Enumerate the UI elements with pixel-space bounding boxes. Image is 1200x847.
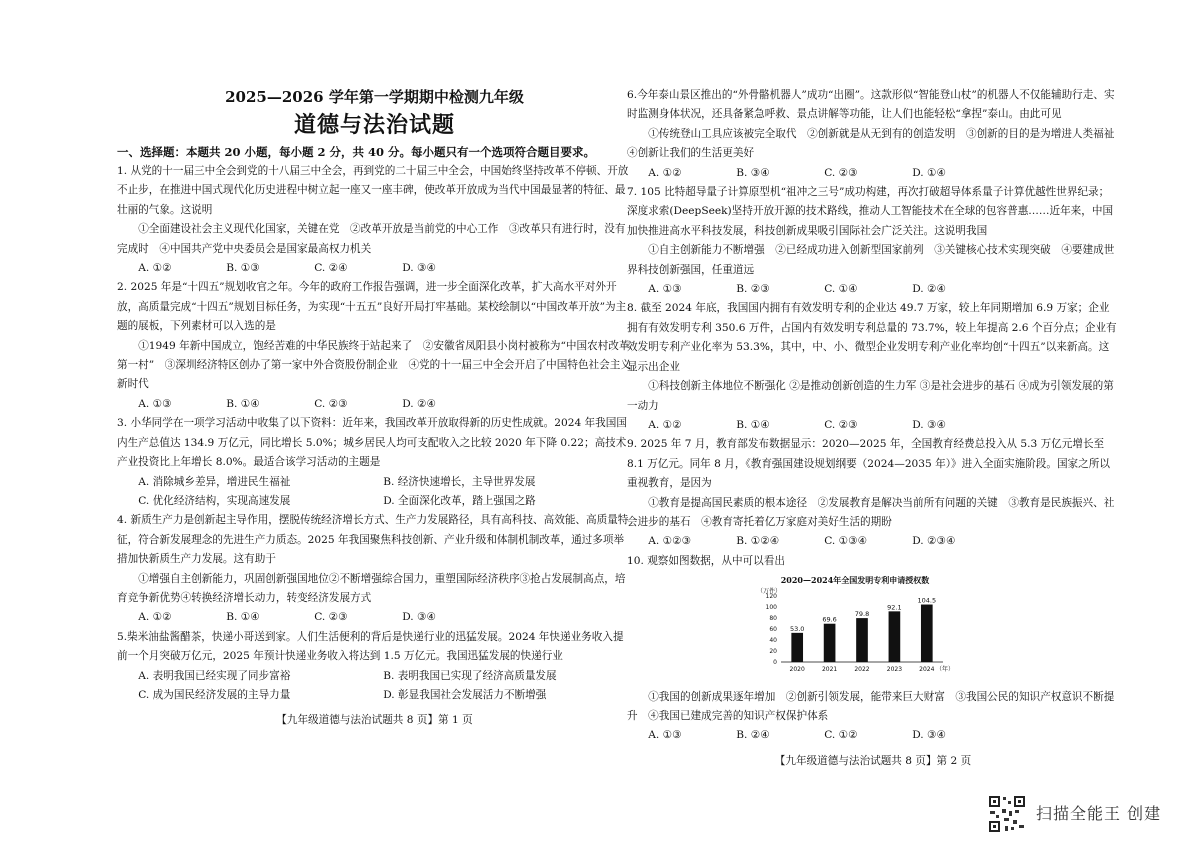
y-axis-label: （万件） — [757, 588, 782, 596]
option-a: A. ①② — [138, 262, 172, 275]
bar — [856, 618, 868, 662]
option-b: B. 经济快速增长，主导世界发展 — [383, 475, 536, 488]
question-stem: 8. 截至 2024 年底，我国国内拥有有效发明专利的企业达 49.7 万家，较上年同期增加 6.9 万家；企业拥有有效发明专利 350.6 万件，占国内有效发明专利总量的 73.7%，较上年提高 2.6 个百分点；企业有效发明专利产业化率为 53.3%，其中，中、小、微型企业发明专利产业化率均创“十四五”以来新高。这显示出企业 — [627, 302, 1117, 373]
answer-options — [627, 164, 1119, 183]
question-1 — [117, 162, 632, 278]
x-axis-label: （年） — [935, 666, 954, 674]
option-d: D. ②③④ — [912, 535, 956, 548]
option-d: D. ③④ — [912, 729, 947, 742]
option-d: D. ①④ — [912, 166, 947, 179]
option-c: C. ②④ — [314, 262, 348, 275]
option-b: B. ①③ — [226, 262, 260, 275]
option-a: A. ①② — [138, 611, 172, 624]
option-d: D. 彰显我国社会发展活力不断增强 — [383, 688, 547, 701]
bar — [921, 605, 933, 662]
question-stem: 10. 观察如图数据，从中可以看出 — [627, 554, 785, 567]
question-8 — [627, 299, 1119, 435]
answer-options — [117, 259, 632, 278]
x-tick-label: 2021 — [821, 666, 838, 674]
question-9 — [627, 435, 1119, 551]
answer-options — [627, 726, 1119, 745]
option-a: A. ①②③ — [648, 535, 692, 548]
bar — [791, 633, 803, 662]
answer-options — [627, 280, 1119, 299]
option-d: D. ③④ — [912, 418, 947, 431]
x-tick-label: 2020 — [789, 666, 805, 674]
option-c: C. ①④ — [824, 283, 858, 296]
option-c: C. ②③ — [824, 418, 858, 431]
y-tick-label: 120 — [765, 593, 777, 601]
question-stem: 4. 新质生产力是创新起主导作用，摆脱传统经济增长方式、生产力发展路径，具有高科技、高效能、高质量特征，符合新发展理念的先进生产力质态。2025 年我国聚焦科技创新、产业升级和体制机制改革，通过多项举措加快新质生产力发展。这有助于 — [117, 514, 629, 566]
scanner-watermark: 扫描全能王 创建 — [1036, 804, 1162, 823]
y-tick-label: 20 — [769, 648, 777, 656]
x-tick-label: 2023 — [886, 666, 903, 674]
x-tick-label: 2022 — [854, 666, 870, 674]
option-b: B. ①④ — [226, 397, 260, 410]
question-items: ①自主创新能力不断增强 ②已经成功进入创新型国家前列 ③关键核心技术实现突破 ④要建成世界科技创新强国，任重道远 — [627, 244, 1115, 276]
y-tick-label: 40 — [769, 637, 777, 645]
question-items: ①传统登山工具应该被完全取代 ②创新就是从无到有的创造发明 ③创新的目的是为增进人类福祉 ④创新让我们的生活更美好 — [627, 127, 1125, 160]
option-c: C. ②③ — [314, 397, 348, 410]
option-c: C. ②③ — [824, 166, 858, 179]
option-a: A. 消除城乡差异，增进民生福祉 — [138, 475, 291, 488]
option-d: D. ②④ — [402, 397, 437, 410]
y-tick-label: 100 — [765, 604, 777, 612]
patent-chart — [755, 575, 955, 685]
answer-options — [627, 416, 1119, 435]
question-3 — [117, 414, 632, 511]
answer-options — [117, 395, 632, 414]
bar — [889, 612, 901, 663]
option-b: B. ②④ — [736, 729, 770, 742]
data-label: 69.6 — [822, 615, 837, 624]
question-stem: 3. 小华同学在一项学习活动中收集了以下资料：近年来，我国改革开放取得新的历史性成就。2024 年我国国内生产总值达 134.9 万亿元，同比增长 5.0%；城乡居民人均可支配收入之比较 2020 年下降 0.22；高技术产业投资比上年增长 8.0%。最适合该学习活动的主题是 — [117, 417, 627, 469]
question-7 — [627, 183, 1119, 299]
qr-code-icon — [988, 795, 1026, 833]
section-heading: 一、选择题：本题共 20 小题，每小题 2 分，共 40 分。每小题只有一个选项符合题目要求。 — [117, 145, 596, 159]
answer-options — [627, 532, 1119, 551]
option-d: D. ③④ — [402, 611, 437, 624]
exam-title: 2025—2026 学年第一学期期中检测九年级 — [225, 88, 524, 106]
option-b: B. ①④ — [226, 611, 260, 624]
right-page — [627, 86, 1125, 771]
data-label: 104.5 — [917, 596, 937, 605]
option-a: A. ①③ — [138, 397, 172, 410]
bar — [824, 624, 836, 662]
question-stem: 2. 2025 年是“十四五”规划收官之年。今年的政府工作报告强调，进一步全面深化改革，扩大高水平对外开放，高质量完成“十四五”规划目标任务，为实现“十五五”良好开局打牢基础。某校绘制以“中国改革开放”为主题的展板，下列素材可以入选的是 — [117, 281, 627, 333]
y-tick-label: 0 — [773, 659, 777, 667]
exam-subject: 道德与法治试题 — [293, 112, 455, 138]
question-items: ①全面建设社会主义现代化国家，关键在党 ②改革开放是当前党的中心工作 ③改革只有进行时，没有完成时 ④中国共产党中央委员会是国家最高权力机关 — [117, 223, 626, 255]
option-a: A. ①③ — [648, 283, 682, 296]
question-stem: 5.柴米油盐酱醋茶，快递小哥送到家。人们生活便利的背后是快递行业的迅猛发展。2024 年快递业务收入提前一个月突破万亿元，2025 年预计快递业务收入将达到 1.5 万亿元。我国迅猛发展的快递行业 — [117, 630, 624, 663]
question-stem: 6.今年泰山景区推出的“外骨骼机器人”成功“出圈”。这款形似“智能登山杖”的机器人不仅能辅助行走、实时监测身体状况，还具备紧急呼救、景点讲解等功能，让人们也能轻松“拿捏”泰山。由此可见 — [627, 89, 1115, 121]
option-c: C. ①② — [824, 729, 858, 742]
answer-options — [117, 686, 632, 705]
chart-title: 2020—2024年全国发明专利申请授权数 — [780, 575, 930, 586]
option-c: C. ①③④ — [824, 535, 868, 548]
option-a: A. ①② — [648, 418, 682, 431]
option-b: B. ②③ — [736, 283, 770, 296]
page-footer: 【九年级道德与法治试题共 8 页】第 1 页 — [276, 714, 473, 727]
left-page — [117, 84, 632, 731]
option-b: B. ③④ — [736, 166, 770, 179]
y-tick-label: 60 — [769, 626, 777, 634]
x-tick-label: 2024 — [919, 666, 935, 674]
option-d: D. ②④ — [912, 283, 947, 296]
option-a: A. ①② — [648, 166, 682, 179]
option-b: B. ①④ — [736, 418, 770, 431]
option-a: A. ①③ — [648, 729, 682, 742]
option-d: D. 全面深化改革，踏上强国之路 — [383, 494, 536, 507]
question-items: ①增强自主创新能力，巩固创新强国地位②不断增强综合国力，重塑国际经济秩序③抢占发展制高点，培育竞争新优势④转换经济增长动力，转变经济发展方式 — [117, 572, 626, 604]
question-2 — [117, 278, 632, 414]
option-b: B. 表明我国已实现了经济高质量发展 — [383, 669, 557, 682]
data-label: 79.8 — [854, 610, 870, 619]
bar-chart-svg — [755, 586, 955, 678]
data-label: 92.1 — [887, 603, 902, 612]
page-footer: 【九年级道德与法治试题共 8 页】第 2 页 — [774, 754, 972, 767]
question-items: ①教育是提高国民素质的根本途径 ②发展教育是解决当前所有问题的关键 ③教育是民族振兴、社会进步的基石 ④教育寄托着亿万家庭对美好生活的期盼 — [627, 496, 1115, 528]
option-c: C. ②③ — [314, 611, 348, 624]
option-c: C. 成为国民经济发展的主导力量 — [138, 688, 291, 701]
option-c: C. 优化经济结构，实现高速发展 — [138, 494, 291, 507]
y-tick-label: 80 — [769, 615, 777, 623]
question-items: ①1949 年新中国成立，饱经苦难的中华民族终于站起来了 ②安徽省凤阳县小岗村被称为“中国农村改革第一村” ③深圳经济特区创办了第一家中外合资股份制企业 ④党的十一届三中全会开启了中国特色社会主义新时代 — [117, 339, 631, 391]
question-6 — [627, 86, 1125, 183]
question-5 — [117, 628, 632, 706]
question-10 — [627, 552, 1119, 746]
answer-options — [117, 608, 632, 627]
question-stem: 1. 从党的十一届三中全会到党的十八届三中全会，再到党的二十届三中全会，中国始终坚持改革不停顿、开放不止步，在推进中国式现代化历史进程中树立起一座又一座丰碑，使改革开放成为当代中国最显著的特征、最壮丽的气象。这说明 — [117, 165, 629, 216]
question-items: ①科技创新主体地位不断强化 ②是推动创新创造的生力军 ③是社会进步的基石 ④成为引领发展的第一动力 — [627, 380, 1114, 412]
data-label: 53.0 — [789, 625, 805, 634]
question-4 — [117, 511, 632, 627]
answer-options — [117, 667, 632, 686]
answer-options — [117, 473, 632, 492]
answer-options — [117, 492, 632, 511]
option-d: D. ③④ — [402, 262, 437, 275]
option-a: A. 表明我国已经实现了同步富裕 — [138, 669, 291, 682]
question-stem: 9. 2025 年 7 月，教育部发布数据显示：2020—2025 年，全国教育经费总投入从 5.3 万亿元增长至 8.1 万亿元。同年 8 月，《教育强国建设规划纲要（2024—2035 年）》进入全面实施阶段。国家之所以重视教育，是因为 — [627, 438, 1110, 490]
question-items: ①我国的创新成果逐年增加 ②创新引领发展，能带来巨大财富 ③我国公民的知识产权意识不断提升 ④我国已建成完善的知识产权保护体系 — [627, 690, 1115, 722]
question-stem: 7. 105 比特超导量子计算原型机“祖冲之三号”成功构建，再次打破超导体系量子计算优越性世界纪录；深度求索(DeepSeek)坚持开放开源的技术路线，推动人工智能技术在全球的包容普惠……近年来，中国加快推进高水平科技发展，科技创新成果吸引国际社会广泛关注。这说明我国 — [627, 186, 1114, 237]
option-b: B. ①②④ — [736, 535, 780, 548]
